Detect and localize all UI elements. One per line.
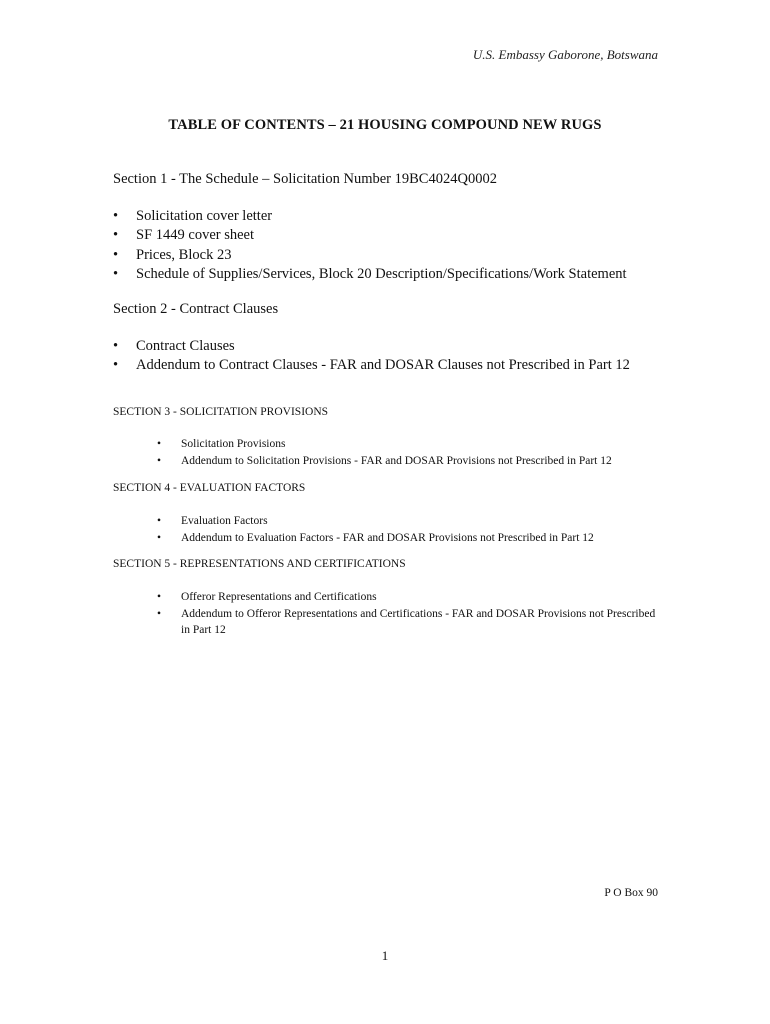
bullet-icon: • xyxy=(113,208,119,224)
list-item xyxy=(113,207,627,226)
bullet-icon: • xyxy=(113,227,119,244)
bullet-icon: • xyxy=(113,246,119,263)
list-item-label: SF 1449 cover sheet xyxy=(136,227,254,244)
document-title: TABLE OF CONTENTS – 21 HOUSING COMPOUND NEW RUGS xyxy=(168,117,602,133)
list-item xyxy=(113,246,627,265)
section-3-heading: SECTION 3 - SOLICITATION PROVISIONS xyxy=(113,406,329,418)
section-1-heading: Section 1 - The Schedule – Solicitation Number 19BC4024Q0002 xyxy=(113,171,497,187)
list-item-label: Addendum to Solicitation Provisions - FAR and DOSAR Provisions not Prescribed in Part 12 xyxy=(181,454,612,467)
list-item-label: Evaluation Factors xyxy=(181,515,268,527)
bullet-icon: • xyxy=(113,265,119,282)
section-2-list xyxy=(113,337,630,376)
list-item xyxy=(157,453,661,470)
bullet-icon: • xyxy=(157,607,162,620)
list-item-label: Solicitation Provisions xyxy=(181,438,286,450)
bullet-icon: • xyxy=(157,531,162,544)
list-item xyxy=(157,589,661,606)
section-3-list xyxy=(157,436,661,469)
list-item xyxy=(157,436,661,453)
bullet-icon: • xyxy=(157,515,162,527)
list-item xyxy=(157,530,661,547)
section-4-heading: SECTION 4 - EVALUATION FACTORS xyxy=(113,482,306,494)
list-item-label: Schedule of Supplies/Services, Block 20 Description/Specifications/Work Statement xyxy=(136,265,627,282)
section-4-list xyxy=(157,513,661,546)
section-5-list xyxy=(157,589,661,639)
list-item-label: Addendum to Contract Clauses - FAR and DOSAR Clauses not Prescribed in Part 12 xyxy=(136,357,630,374)
list-item xyxy=(113,337,630,356)
bullet-icon: • xyxy=(113,338,119,354)
list-item xyxy=(113,226,627,245)
list-item-label: Contract Clauses xyxy=(136,338,235,354)
header-location: U.S. Embassy Gaborone, Botswana xyxy=(472,47,658,62)
list-item-label: Solicitation cover letter xyxy=(136,208,273,224)
footer-address: P O Box 90 xyxy=(604,887,658,899)
list-item xyxy=(157,606,661,639)
bullet-icon: • xyxy=(113,357,119,374)
page-number: 1 xyxy=(381,948,389,963)
list-item-label: Offeror Representations and Certifications xyxy=(181,591,377,603)
list-item-label: Addendum to Evaluation Factors - FAR and DOSAR Provisions not Prescribed in Part 12 xyxy=(181,531,594,544)
section-5-heading: SECTION 5 - REPRESENTATIONS AND CERTIFICATIONS xyxy=(113,558,406,570)
bullet-icon: • xyxy=(157,438,162,450)
list-item xyxy=(113,265,627,284)
list-item xyxy=(113,356,630,375)
bullet-icon: • xyxy=(157,454,162,467)
list-item-label: Addendum to Offeror Representations and Certifications - FAR and DOSAR Provisions not Prescribed in Part 12 xyxy=(181,607,656,636)
list-item xyxy=(157,513,661,530)
list-item-label: Prices, Block 23 xyxy=(136,246,232,263)
bullet-icon: • xyxy=(157,591,162,603)
section-2-heading: Section 2 - Contract Clauses xyxy=(113,301,279,317)
section-1-list xyxy=(113,207,627,284)
